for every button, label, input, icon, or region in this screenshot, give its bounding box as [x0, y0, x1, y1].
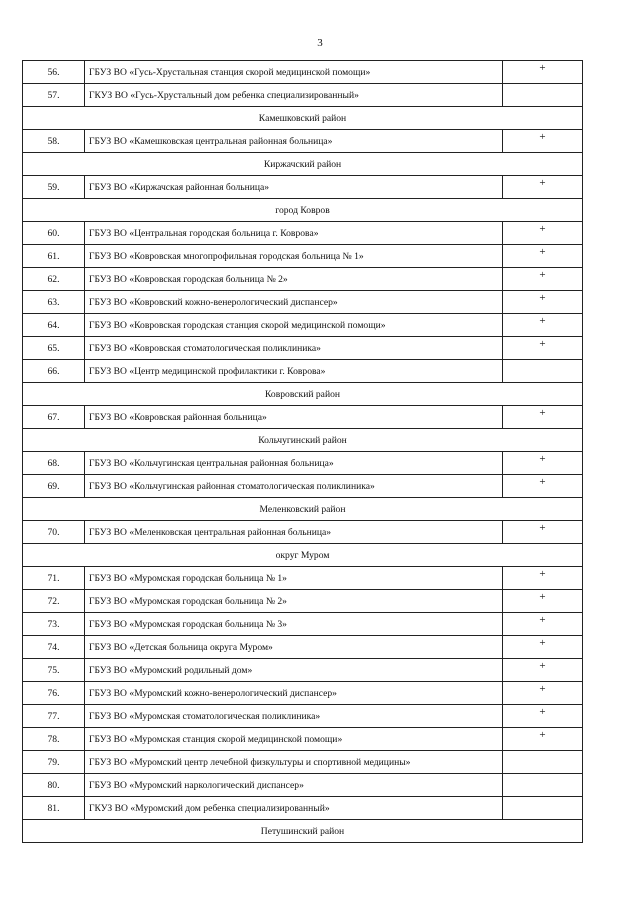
row-number: 70.: [23, 521, 85, 543]
mark-cell: [503, 774, 583, 796]
region-name: Киржачский район: [23, 153, 583, 175]
mark-cell: +: [503, 590, 583, 612]
table-row: [23, 590, 583, 613]
institution-name: ГБУЗ ВО «Ковровская городская станция скорой медицинской помощи»: [85, 314, 503, 336]
region-header-row: [23, 153, 583, 176]
row-number: 75.: [23, 659, 85, 681]
table-row: [23, 360, 583, 383]
mark-cell: +: [503, 291, 583, 313]
mark-cell: [503, 797, 583, 819]
institution-name: ГБУЗ ВО «Ковровская городская больница № 2»: [85, 268, 503, 290]
row-number: 74.: [23, 636, 85, 658]
region-header-row: [23, 199, 583, 222]
row-number: 72.: [23, 590, 85, 612]
table-row: [23, 613, 583, 636]
region-header-row: [23, 544, 583, 567]
mark-cell: +: [503, 659, 583, 681]
row-number: 68.: [23, 452, 85, 474]
institution-name: ГБУЗ ВО «Муромская стоматологическая поликлиника»: [85, 705, 503, 727]
mark-cell: +: [503, 728, 583, 750]
row-number: 77.: [23, 705, 85, 727]
row-number: 58.: [23, 130, 85, 152]
row-number: 61.: [23, 245, 85, 267]
region-name: Петушинский район: [23, 820, 583, 842]
mark-cell: +: [503, 567, 583, 589]
institution-name: ГБУЗ ВО «Муромская городская больница № 2»: [85, 590, 503, 612]
mark-cell: +: [503, 452, 583, 474]
table-row: [23, 705, 583, 728]
mark-cell: +: [503, 176, 583, 198]
region-name: Камешковский район: [23, 107, 583, 129]
institution-name: ГБУЗ ВО «Центр медицинской профилактики г. Коврова»: [85, 360, 503, 382]
row-number: 67.: [23, 406, 85, 428]
row-number: 65.: [23, 337, 85, 359]
table-row: [23, 636, 583, 659]
mark-cell: +: [503, 475, 583, 497]
row-number: 63.: [23, 291, 85, 313]
institution-name: ГБУЗ ВО «Муромский родильный дом»: [85, 659, 503, 681]
row-number: 80.: [23, 774, 85, 796]
table-row: [23, 337, 583, 360]
mark-cell: +: [503, 705, 583, 727]
mark-cell: +: [503, 337, 583, 359]
institution-name: ГКУЗ ВО «Муромский дом ребенка специализированный»: [85, 797, 503, 819]
mark-cell: +: [503, 61, 583, 83]
table-row: [23, 728, 583, 751]
table-row: [23, 751, 583, 774]
mark-cell: [503, 360, 583, 382]
row-number: 78.: [23, 728, 85, 750]
institution-name: ГБУЗ ВО «Меленковская центральная районная больница»: [85, 521, 503, 543]
row-number: 71.: [23, 567, 85, 589]
mark-cell: +: [503, 636, 583, 658]
region-name: Кольчугинский район: [23, 429, 583, 451]
row-number: 60.: [23, 222, 85, 244]
row-number: 66.: [23, 360, 85, 382]
mark-cell: +: [503, 314, 583, 336]
institution-name: ГБУЗ ВО «Ковровская стоматологическая поликлиника»: [85, 337, 503, 359]
region-name: Меленковский район: [23, 498, 583, 520]
institution-name: ГБУЗ ВО «Детская больница округа Муром»: [85, 636, 503, 658]
institution-name: ГБУЗ ВО «Муромский кожно-венерологический диспансер»: [85, 682, 503, 704]
institution-name: ГБУЗ ВО «Ковровский кожно-венерологический диспансер»: [85, 291, 503, 313]
institutions-table: [22, 60, 583, 843]
mark-cell: +: [503, 682, 583, 704]
table-row: [23, 130, 583, 153]
table-row: [23, 61, 583, 84]
row-number: 69.: [23, 475, 85, 497]
institution-name: ГБУЗ ВО «Муромская городская больница № 3»: [85, 613, 503, 635]
table-row: [23, 682, 583, 705]
region-header-row: [23, 107, 583, 130]
mark-cell: +: [503, 521, 583, 543]
row-number: 57.: [23, 84, 85, 106]
page-number: 3: [317, 37, 323, 49]
row-number: 56.: [23, 61, 85, 83]
table-row: [23, 521, 583, 544]
institution-name: ГБУЗ ВО «Муромская городская больница № 1»: [85, 567, 503, 589]
table-row: [23, 314, 583, 337]
table-row: [23, 268, 583, 291]
table-row: [23, 452, 583, 475]
table-row: [23, 475, 583, 498]
institution-name: ГБУЗ ВО «Камешковская центральная районная больница»: [85, 130, 503, 152]
institution-name: ГБУЗ ВО «Киржачская районная больница»: [85, 176, 503, 198]
region-name: Ковровский район: [23, 383, 583, 405]
table-row: [23, 176, 583, 199]
institution-name: ГБУЗ ВО «Ковровская районная больница»: [85, 406, 503, 428]
row-number: 64.: [23, 314, 85, 336]
institution-name: ГБУЗ ВО «Муромский наркологический диспансер»: [85, 774, 503, 796]
table-row: [23, 774, 583, 797]
row-number: 59.: [23, 176, 85, 198]
row-number: 79.: [23, 751, 85, 773]
region-name: округ Муром: [23, 544, 583, 566]
region-header-row: [23, 383, 583, 406]
table-row: [23, 797, 583, 820]
table-row: [23, 84, 583, 107]
mark-cell: +: [503, 245, 583, 267]
mark-cell: +: [503, 613, 583, 635]
institution-name: ГКУЗ ВО «Гусь-Хрустальный дом ребенка специализированный»: [85, 84, 503, 106]
row-number: 76.: [23, 682, 85, 704]
region-name: город Ковров: [23, 199, 583, 221]
mark-cell: [503, 751, 583, 773]
mark-cell: +: [503, 130, 583, 152]
table-row: [23, 245, 583, 268]
table-row: [23, 659, 583, 682]
region-header-row: [23, 498, 583, 521]
region-header-row: [23, 429, 583, 452]
institution-name: ГБУЗ ВО «Муромский центр лечебной физкультуры и спортивной медицины»: [85, 751, 503, 773]
institution-name: ГБУЗ ВО «Кольчугинская районная стоматологическая поликлиника»: [85, 475, 503, 497]
institution-name: ГБУЗ ВО «Кольчугинская центральная районная больница»: [85, 452, 503, 474]
mark-cell: +: [503, 268, 583, 290]
table-row: [23, 222, 583, 245]
institution-name: ГБУЗ ВО «Ковровская многопрофильная городская больница № 1»: [85, 245, 503, 267]
mark-cell: +: [503, 222, 583, 244]
region-header-row: [23, 820, 583, 843]
mark-cell: [503, 84, 583, 106]
table-row: [23, 291, 583, 314]
row-number: 81.: [23, 797, 85, 819]
table-row: [23, 567, 583, 590]
mark-cell: +: [503, 406, 583, 428]
institution-name: ГБУЗ ВО «Центральная городская больница г. Коврова»: [85, 222, 503, 244]
row-number: 62.: [23, 268, 85, 290]
table-row: [23, 406, 583, 429]
row-number: 73.: [23, 613, 85, 635]
institution-name: ГБУЗ ВО «Гусь-Хрустальная станция скорой медицинской помощи»: [85, 61, 503, 83]
institution-name: ГБУЗ ВО «Муромская станция скорой медицинской помощи»: [85, 728, 503, 750]
